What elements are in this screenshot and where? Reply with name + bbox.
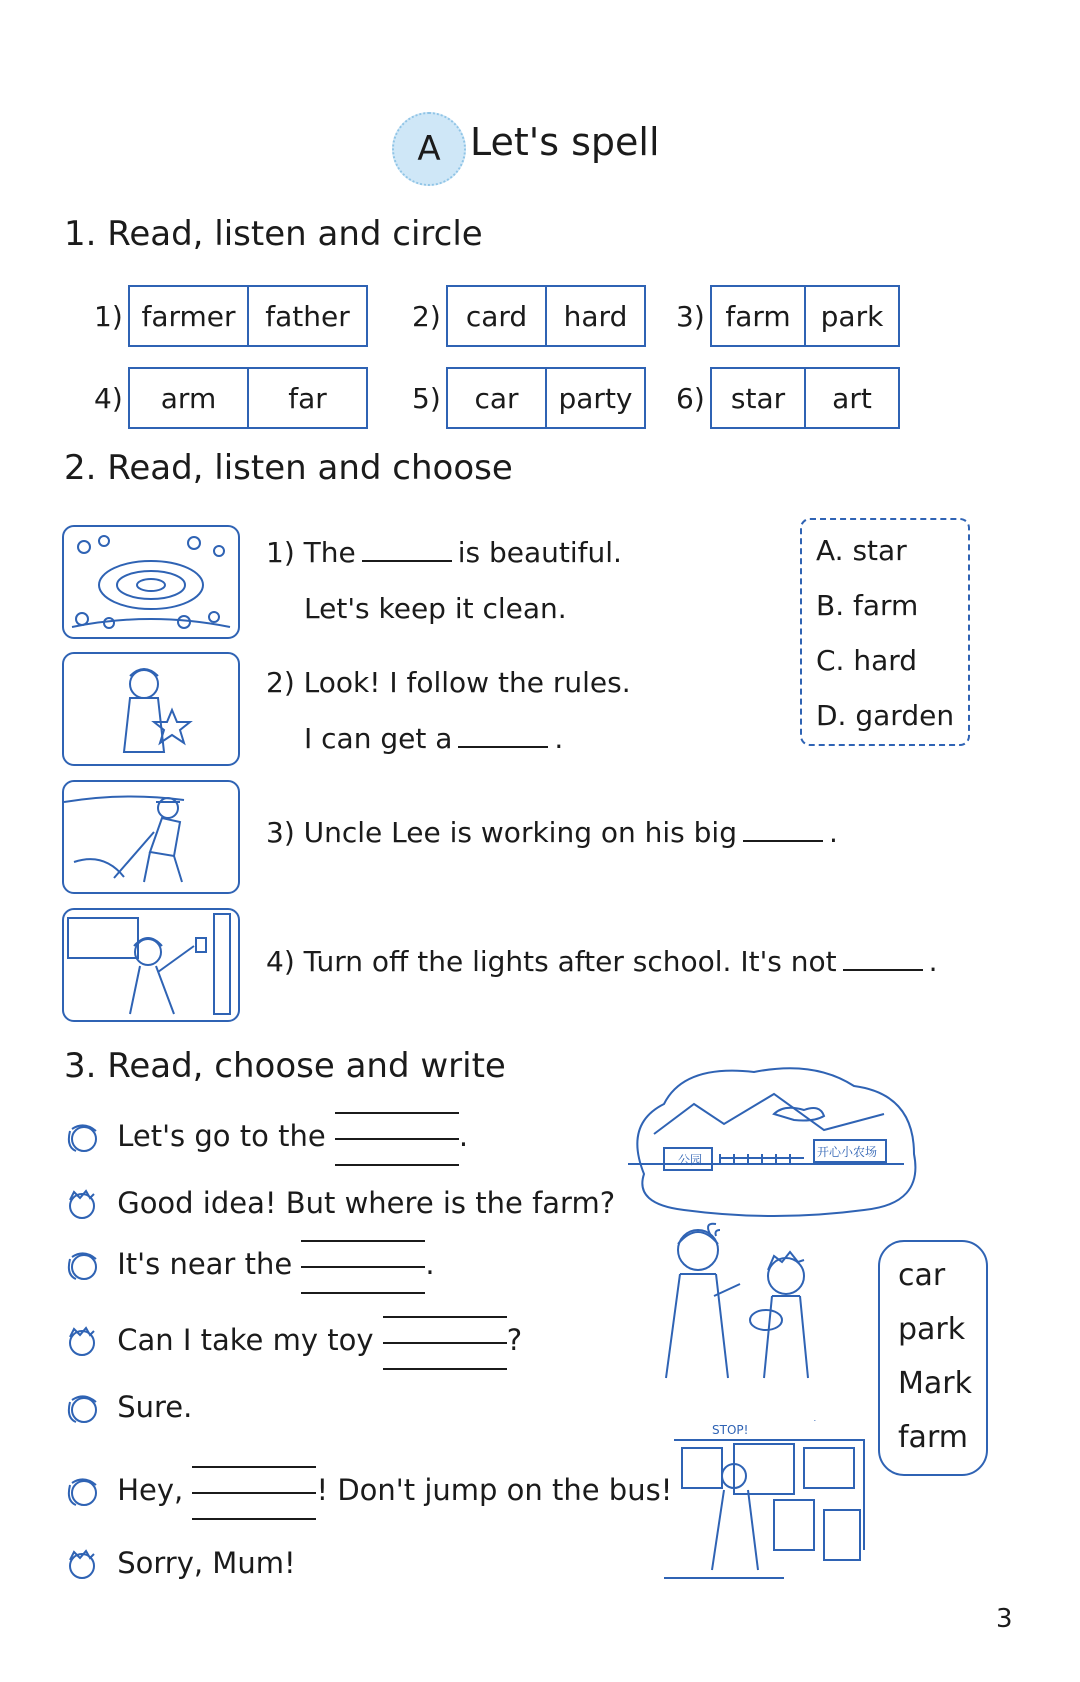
q1-text-b: is beautiful. xyxy=(457,536,622,569)
mum-face-icon xyxy=(64,1392,100,1426)
option-b: B. farm xyxy=(816,589,919,622)
item-number: 4) xyxy=(94,382,123,415)
dialogue-text: Let's go to the xyxy=(117,1119,326,1153)
thought-bubble-illustration xyxy=(624,1064,924,1222)
boy-face-icon xyxy=(64,1548,100,1582)
farmer-picture xyxy=(62,780,240,894)
word-choice[interactable]: hard xyxy=(545,287,644,345)
word-choice[interactable]: arm xyxy=(160,381,217,415)
bus-illustration xyxy=(664,1420,878,1590)
word-bank-item: park xyxy=(898,1312,966,1347)
item-number: 5) xyxy=(412,382,441,415)
dialogue-text: Sorry, Mum! xyxy=(117,1546,296,1580)
page-number: 3 xyxy=(996,1604,1013,1634)
farm-gate-sign: 开心小农场 xyxy=(817,1145,878,1159)
mum-face-icon xyxy=(64,1121,100,1155)
word-box xyxy=(446,367,646,429)
option-c: C. hard xyxy=(816,644,918,677)
answer-blank[interactable] xyxy=(362,556,452,562)
option-a: A. star xyxy=(816,534,907,567)
word-choice[interactable]: party xyxy=(545,369,644,427)
dialogue-text-end: . xyxy=(425,1247,435,1281)
answer-blank[interactable] xyxy=(743,836,823,842)
item-number: 3) xyxy=(676,300,705,333)
mum-face-icon xyxy=(64,1475,100,1509)
word-bank xyxy=(878,1240,988,1476)
word-box xyxy=(710,367,900,429)
page-title: Let's spell xyxy=(470,120,660,164)
word-box xyxy=(710,285,900,347)
word-choice[interactable]: park xyxy=(804,287,898,345)
q2-text-b: I can get a xyxy=(304,722,453,755)
dialogue-line xyxy=(64,1546,296,1582)
word-box xyxy=(128,367,368,429)
q3-text-a: 3) Uncle Lee is working on his big xyxy=(266,816,737,849)
word-bank-item: farm xyxy=(898,1420,968,1455)
q1-text-c: Let's keep it clean. xyxy=(304,592,567,625)
dialogue-line xyxy=(64,1390,192,1426)
girl-star-picture xyxy=(62,652,240,766)
dialogue-text: Hey, xyxy=(117,1473,184,1507)
dialogue-line xyxy=(64,1236,435,1296)
section2-heading: 2. Read, listen and choose xyxy=(64,448,513,488)
dialogue-text: Sure. xyxy=(117,1390,193,1424)
dialogue-line xyxy=(64,1186,615,1222)
dialogue-line xyxy=(64,1312,522,1372)
section-badge: A xyxy=(392,112,466,186)
dialogue-text: Good idea! But where is the farm? xyxy=(117,1186,616,1220)
garden-picture xyxy=(62,525,240,639)
q3-text-b: . xyxy=(828,816,838,849)
item-number: 1) xyxy=(94,300,123,333)
q4-text-b: . xyxy=(928,945,938,978)
answer-blank[interactable] xyxy=(335,1108,459,1168)
answer-blank[interactable] xyxy=(383,1312,507,1372)
boy-face-icon xyxy=(64,1325,100,1359)
answer-blank[interactable] xyxy=(458,742,548,748)
dialogue-text-end: ! Don't jump on the bus! xyxy=(316,1473,673,1507)
word-box xyxy=(446,285,646,347)
word-choice[interactable]: farm xyxy=(725,299,791,333)
light-switch-picture xyxy=(62,908,240,1022)
word-choice[interactable]: father xyxy=(247,287,366,345)
q2-text-a: 2) Look! I follow the rules. xyxy=(266,666,631,699)
boy-face-icon xyxy=(64,1188,100,1222)
dialogue-text-end: . xyxy=(458,1119,469,1153)
word-choice[interactable]: art xyxy=(804,369,898,427)
word-choice[interactable]: card xyxy=(465,299,528,333)
bus-stop-sign: STOP! xyxy=(712,1423,749,1437)
word-bank-item: car xyxy=(898,1258,946,1293)
section3-heading: 3. Read, choose and write xyxy=(64,1046,506,1086)
answer-blank[interactable] xyxy=(301,1236,425,1296)
item-number: 6) xyxy=(676,382,705,415)
q2-text-c: . xyxy=(554,722,564,755)
q1-text-a: 1) The xyxy=(266,536,356,569)
dialogue-line xyxy=(64,1462,672,1522)
options-box xyxy=(800,518,970,746)
word-choice[interactable]: farmer xyxy=(141,299,236,333)
answer-blank[interactable] xyxy=(843,965,923,971)
answer-blank[interactable] xyxy=(192,1462,316,1522)
dialogue-text: Can I take my toy xyxy=(117,1323,374,1357)
mum-boy-illustration xyxy=(656,1220,826,1380)
word-bank-item: Mark xyxy=(898,1366,972,1401)
word-choice[interactable]: car xyxy=(474,381,519,415)
dialogue-line xyxy=(64,1108,468,1168)
word-choice[interactable]: far xyxy=(247,369,366,427)
mum-face-icon xyxy=(64,1249,100,1283)
park-gate-sign: 公园 xyxy=(678,1153,703,1167)
dialogue-text-end: ? xyxy=(506,1323,523,1357)
dialogue-text: It's near the xyxy=(117,1247,293,1281)
q4-text-a: 4) Turn off the lights after school. It's not xyxy=(266,945,837,978)
word-choice[interactable]: star xyxy=(730,381,786,415)
section1-heading: 1. Read, listen and circle xyxy=(64,214,483,254)
word-box xyxy=(128,285,368,347)
item-number: 2) xyxy=(412,300,441,333)
option-d: D. garden xyxy=(816,699,955,732)
